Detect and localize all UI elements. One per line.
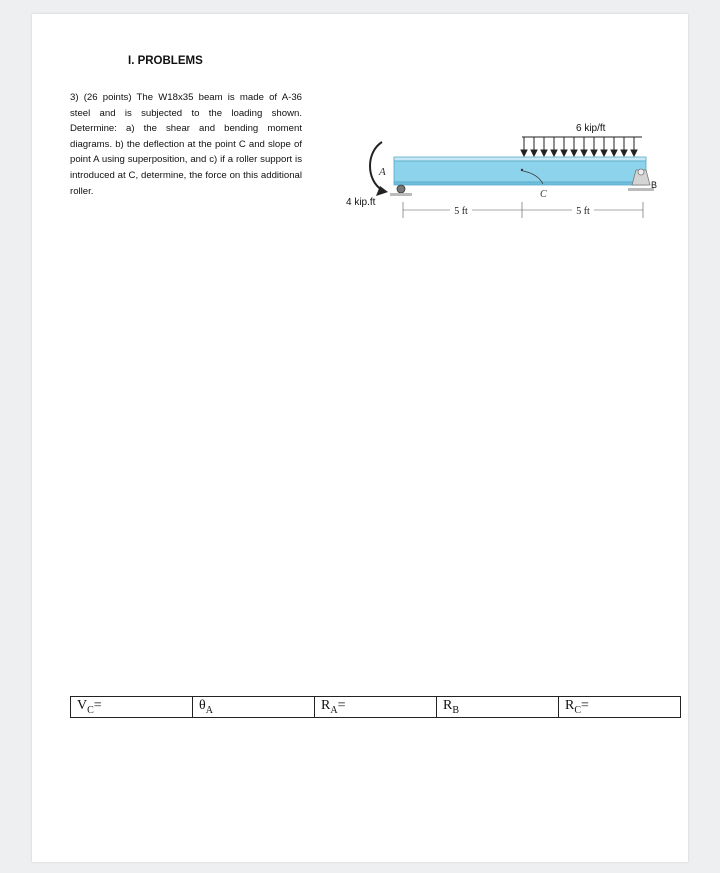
answer-cell-rc[interactable]: $R_C=$ (559, 697, 681, 718)
document-page (32, 14, 688, 862)
beam-web (394, 161, 646, 182)
answer-table (70, 696, 681, 718)
load-label: 6 kip/ft (576, 123, 606, 134)
answer-cell-rb[interactable]: $R_B$ (437, 697, 559, 718)
point-c-label: C (540, 189, 547, 200)
point-b-label: B (650, 180, 657, 190)
pin-b (638, 169, 644, 175)
span-left-label: 5 ft (454, 206, 468, 217)
beam-top-flange (394, 157, 646, 161)
roller-support-a (397, 185, 405, 193)
beam-bottom-flange (394, 182, 646, 185)
moment-label: 4 kip.ft (346, 197, 376, 208)
span-right-label: 5 ft (576, 206, 590, 217)
answer-cell-vc[interactable]: $V_C=$ (71, 697, 193, 718)
point-c-marker (521, 169, 523, 171)
load-arrows (521, 137, 637, 156)
answer-cell-theta-a[interactable]: $\theta_A$ (193, 697, 315, 718)
ground-a (390, 193, 412, 196)
section-heading: I. PROBLEMS (128, 55, 203, 67)
beam-figure (310, 96, 657, 226)
answer-cell-ra[interactable]: $R_A=$ (315, 697, 437, 718)
point-a-label: A (379, 166, 386, 178)
problem-statement: 3) (26 points) The W18x35 beam is made of A-36 steel and is subjected to the loading shown. Determine: a) the shear and bending moment diagrams. b) the deflection at the point C and slope of point A using superposition, and c) if a roller support is introduced at C, determine, the force on this additional roller. (70, 92, 302, 197)
